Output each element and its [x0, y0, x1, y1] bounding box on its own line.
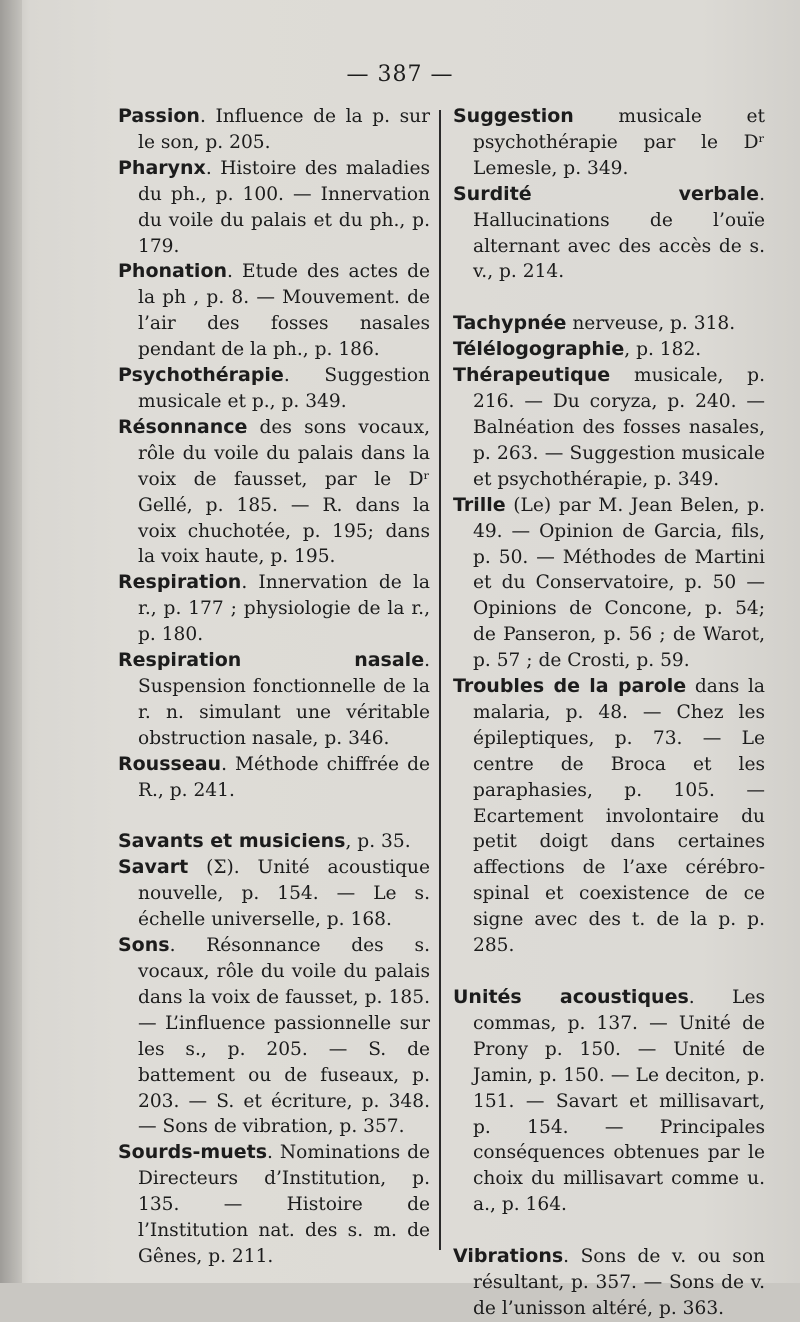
index-entry: [118, 156, 430, 260]
entry-text: musicale et psychothérapie par le Dʳ Lemesle, p. 349.: [473, 106, 765, 179]
entry-headword: Passion: [118, 105, 200, 127]
right-column: [453, 104, 765, 1322]
entry-text: musicale, p. 216. — Du coryza, p. 240. — Balnéation des fosses nasales, p. 263. — Suggestion musicale et psychothérapie, p. 349.: [473, 365, 765, 490]
entry-text: . Nominations de Directeurs d’Institution, p. 135. — Histoire de l’Institution nat. des s. m. de Gênes, p. 211.: [138, 1142, 430, 1267]
entry-headword: Surdité verbale: [453, 182, 760, 205]
entry-headword: Vibrations: [453, 1245, 564, 1268]
entry-headword: Thérapeutique: [453, 364, 611, 387]
entry-text: dans la malaria, p. 48. — Chez les épileptiques, p. 73. — Le centre de Broca et les paraphasies, p. 105. — Ecartement involontaire du petit doigt dans certaines affections de l’axe cérébro-spinal et coexistence de ce signe avec des t. de la p. p. 285.: [473, 676, 765, 957]
index-entry: [118, 570, 430, 648]
index-entry: [118, 648, 430, 752]
entry-text: . Suggestion musicale et p., p. 349.: [138, 365, 430, 412]
index-entry: [453, 337, 765, 363]
index-entry: [453, 493, 765, 674]
entry-text: . Les commas, p. 137. — Unité de Prony p. 150. — Unité de Jamin, p. 150. — Le deciton, p. 151. — Savart et millisavart, p. 154. — Principales conséquences obtenues par le choix du millisavart comme u. a., p. 164.: [473, 987, 765, 1216]
index-entry: [118, 1140, 430, 1270]
index-entry: [453, 363, 765, 493]
entry-headword: Résonnance: [118, 415, 248, 438]
entry-text: . Histoire des maladies du ph., p. 100. — Innervation du voile du palais et du ph., p. 179.: [138, 157, 430, 257]
entry-text: . Etude des actes de la ph , p. 8. — Mouvement. de l’air des fosses nasales pendant de la ph., p. 186.: [138, 261, 430, 361]
entry-text: des sons vocaux, rôle du voile du palais dans la voix de fausset, par le Dʳ Gellé, p. 185. — R. dans la voix chuchotée, p. 195; dans la voix haute, p. 195.: [138, 416, 430, 568]
entry-headword: Sourds-muets: [118, 1141, 268, 1164]
entry-text: . Innervation de la r., p. 177 ; physiologie de la r., p. 180.: [138, 572, 430, 646]
page-number: — 387 —: [346, 62, 454, 87]
entry-text: , p. 182.: [624, 339, 702, 361]
entry-text: . Méthode chiffrée de R., p. 241.: [138, 753, 430, 801]
entry-text: nerveuse, p. 318.: [566, 313, 736, 335]
entry-text: (Σ). Unité acoustique nouvelle, p. 154. — Le s. échelle universelle, p. 168.: [138, 857, 430, 931]
entry-text: . Suspension fonctionnelle de la r. n. simulant une véritable obstruction nasale, p. 346.: [138, 650, 430, 749]
binding-gutter: [0, 0, 22, 1283]
entry-text: (Le) par M. Jean Belen, p. 49. — Opinion de Garcia, fils, p. 50. — Méthodes de Martini et du Conservatoire, p. 50 — Opinions de Concone, p. 54; de Panseron, p. 56 ; de Warot, p. 57 ; de Crosti, p. 59.: [473, 494, 765, 672]
entry-headword: Rousseau: [118, 752, 222, 775]
entry-text: , p. 35.: [345, 831, 411, 853]
entry-headword: Psychothérapie: [118, 364, 284, 387]
left-column: [118, 104, 430, 1270]
index-entry: [118, 829, 430, 855]
entry-headword: Tachypnée: [453, 312, 567, 335]
entry-headword: Suggestion: [453, 105, 574, 127]
entry-headword: Phonation: [118, 260, 228, 283]
index-entry: [118, 104, 430, 156]
index-entry: [118, 752, 430, 804]
index-entry: [118, 855, 430, 933]
entry-headword: Unités acoustiques: [453, 986, 689, 1008]
entry-headword: Sons: [118, 934, 170, 957]
index-entry: [453, 104, 765, 182]
index-entry: [118, 363, 430, 415]
entry-text: . Résonnance des s. vocaux, rôle du voile du palais dans la voix de fausset, p. 185. — L’influence passionnelle sur les s., p. 205. — S. de battement ou de fuseaux, p. 203. — S. et écriture, p. 348. — Sons de vibration, p. 357.: [138, 935, 430, 1138]
entry-headword: Savants et musiciens: [118, 830, 346, 853]
entry-text: . Sons de v. ou son résultant, p. 357. — Sons de v. de l’unisson altéré, p. 363.: [473, 1246, 765, 1319]
index-entry: [118, 415, 430, 570]
entry-headword: Respiration nasale: [118, 649, 425, 672]
entry-headword: Troubles de la parole: [453, 675, 687, 698]
index-entry: [453, 182, 765, 286]
index-entry: [118, 933, 430, 1140]
entry-text: . Influence de la p. sur le son, p. 205.: [138, 106, 430, 153]
entry-headword: Respiration: [118, 571, 242, 594]
index-entry: [453, 985, 765, 1218]
index-entry: [453, 1244, 765, 1322]
entry-headword: Télélogographie: [453, 338, 625, 361]
entry-text: . Hallucinations de l’ouïe alternant avec des accès de s. v., p. 214.: [473, 183, 765, 283]
index-entry: [118, 259, 430, 363]
entry-headword: Savart: [118, 856, 189, 879]
column-divider: [439, 110, 441, 1250]
index-entry: [453, 311, 765, 337]
entry-headword: Pharynx: [118, 156, 206, 179]
entry-headword: Trille: [453, 493, 506, 516]
index-entry: [453, 674, 765, 959]
